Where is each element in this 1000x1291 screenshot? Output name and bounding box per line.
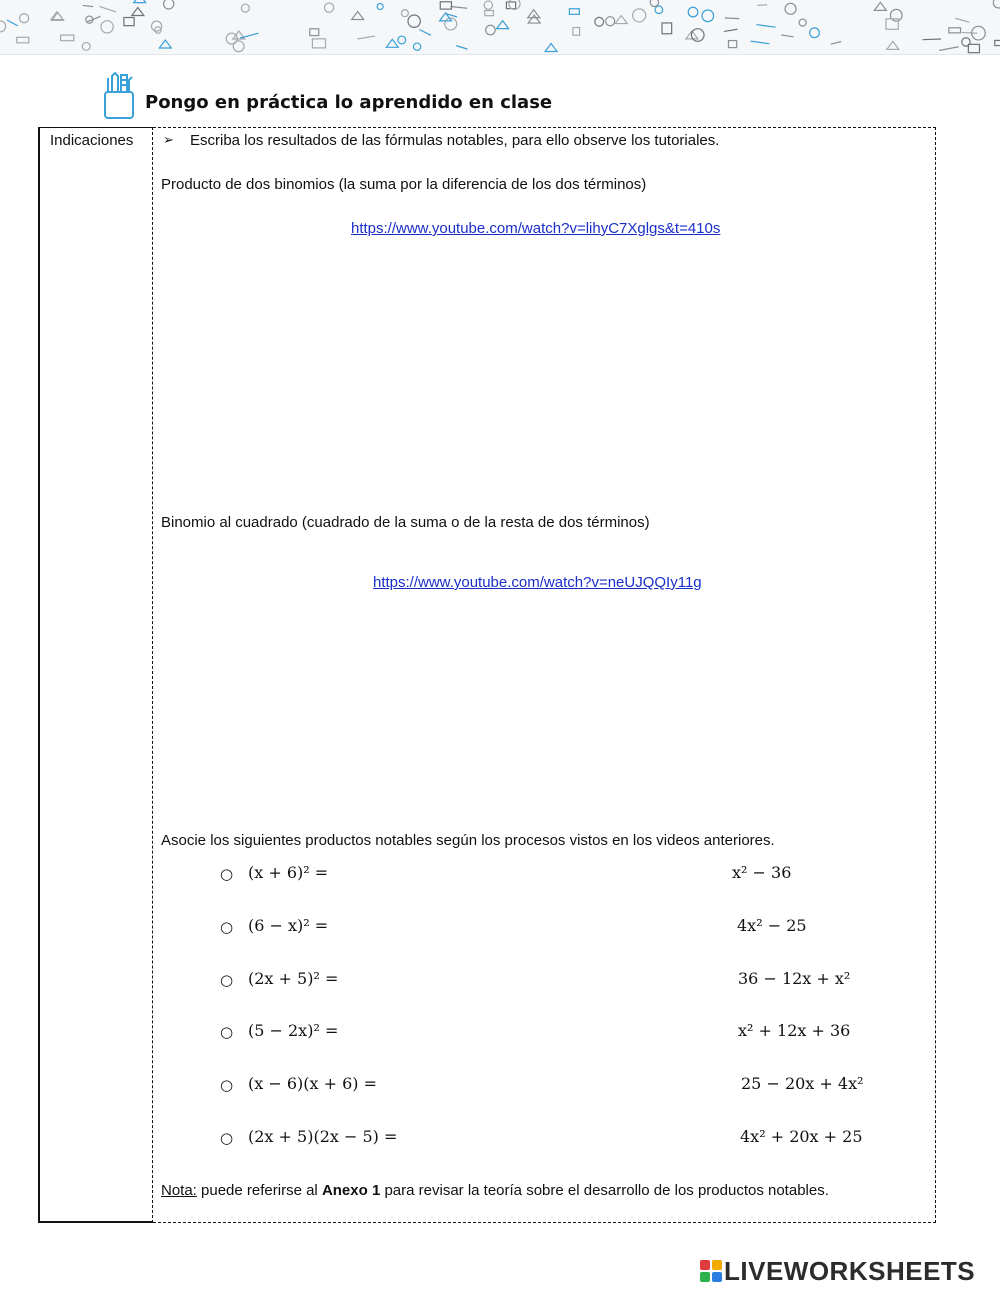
doodle-mark: [401, 10, 408, 17]
pair-left-expression: (2x + 5)(2x − 5) =: [248, 1127, 398, 1146]
doodle-mark: [132, 8, 144, 16]
list-bullet: ○: [220, 1129, 234, 1147]
instructions-table: [38, 127, 936, 1223]
note-text-before: puede referirse al: [196, 1182, 322, 1199]
doodle-mark: [134, 0, 146, 3]
doodle-mark: [61, 35, 74, 41]
note-label: Nota:: [161, 1182, 197, 1199]
label-column: [38, 127, 153, 1223]
doodle-mark: [962, 38, 970, 46]
doodle-mark: [887, 41, 899, 49]
pair-right-expression[interactable]: 25 − 20x + 4x²: [741, 1074, 864, 1093]
doodle-mark: [486, 25, 496, 35]
doodle-mark: [724, 29, 738, 31]
doodle-mark: [751, 41, 770, 44]
pair-right-expression[interactable]: x² − 36: [732, 863, 792, 882]
doodle-mark: [101, 21, 113, 33]
doodle-mark: [955, 18, 969, 22]
pair-right-expression[interactable]: x² + 12x + 36: [738, 1021, 851, 1040]
doodle-mark: [756, 25, 775, 28]
doodle-mark: [440, 2, 451, 9]
pair-left-expression: (x − 6)(x + 6) =: [248, 1074, 378, 1093]
doodle-mark: [497, 21, 509, 29]
doodle-mark: [83, 5, 93, 6]
pair-left-expression: (x + 6)² =: [248, 863, 329, 882]
doodle-mark: [241, 4, 249, 12]
pair-right-expression[interactable]: 4x² + 20x + 25: [740, 1127, 863, 1146]
note-text-after: para revisar la teoría sobre el desarrollo de los productos notables.: [380, 1182, 829, 1199]
section-header: [102, 72, 702, 122]
liveworksheets-logo: [700, 1256, 996, 1286]
doodle-mark: [595, 17, 604, 26]
section2-title: Binomio al cuadrado (cuadrado de la suma o de la resta de dos términos): [161, 514, 650, 531]
arrow-bullet-icon: ➢: [163, 132, 174, 147]
doodle-mark: [728, 41, 736, 48]
pencil-cup-icon: [102, 72, 138, 122]
page-title: Pongo en práctica lo aprendido en clase: [145, 92, 553, 113]
doodle-mark: [569, 9, 579, 15]
note: [161, 1182, 829, 1199]
doodle-mark: [7, 20, 18, 26]
doodle-mark: [939, 47, 959, 51]
doodle-mark: [233, 41, 244, 52]
section1-title: Producto de dos binomios (la suma por la diferencia de los dos términos): [161, 176, 647, 193]
doodle-mark: [485, 11, 494, 16]
doodle-mark: [615, 16, 627, 24]
doodle-mark: [545, 43, 557, 51]
doodle-mark: [662, 23, 672, 34]
doodle-mark: [0, 21, 6, 32]
list-bullet: ○: [220, 1023, 234, 1041]
doodle-mark: [831, 42, 842, 45]
doodle-mark: [810, 28, 820, 38]
doodle-mark: [781, 35, 793, 37]
doodle-mark: [413, 43, 420, 50]
label-indicaciones: Indicaciones: [50, 132, 134, 149]
doodle-mark: [573, 28, 580, 36]
doodle-mark: [757, 5, 767, 6]
doodle-mark: [99, 6, 116, 12]
section1-video-link[interactable]: https://www.youtube.com/watch?v=lihyC7Xglgs&t=410s: [351, 220, 721, 237]
doodle-mark: [962, 32, 978, 33]
doodle-mark: [484, 1, 492, 9]
doodle-mark: [655, 6, 663, 14]
pair-left-expression: (5 − 2x)² =: [248, 1021, 339, 1040]
doodle-mark: [124, 18, 134, 26]
doodle-mark: [968, 44, 979, 52]
doodle-mark: [151, 21, 161, 31]
doodle-mark: [419, 30, 431, 36]
doodle-mark: [377, 4, 383, 10]
liveworksheets-wordmark: LIVEWORKSHEETS: [724, 1256, 976, 1286]
liveworksheets-mark-icon: [700, 1260, 722, 1282]
doodle-mark: [995, 40, 1000, 45]
doodle-mark: [874, 2, 886, 10]
doodle-banner: [0, 0, 1000, 55]
doodle-mark: [725, 18, 739, 19]
doodle-mark: [324, 3, 333, 12]
doodle-mark: [450, 7, 467, 9]
doodle-mark: [633, 9, 646, 22]
pair-left-expression: (6 − x)² =: [248, 916, 329, 935]
doodle-mark: [886, 19, 898, 29]
doodle-mark: [398, 36, 406, 44]
doodle-mark: [993, 0, 1000, 8]
pair-right-expression[interactable]: 4x² − 25: [737, 916, 807, 935]
doodle-pattern: [0, 0, 1000, 54]
content-column: [153, 127, 936, 1223]
list-bullet: ○: [220, 971, 234, 989]
doodle-mark: [159, 40, 171, 48]
doodle-mark: [456, 46, 467, 50]
list-bullet: ○: [220, 918, 234, 936]
doodle-mark: [785, 3, 796, 14]
doodle-mark: [82, 42, 90, 50]
doodle-mark: [310, 29, 319, 36]
doodle-mark: [949, 28, 961, 33]
doodle-mark: [386, 39, 398, 47]
section3-title: Asocie los siguientes productos notables según los procesos vistos en los videos anteriores.: [161, 832, 775, 849]
doodle-mark: [922, 39, 941, 40]
doodle-mark: [606, 17, 615, 26]
doodle-mark: [799, 19, 806, 26]
doodle-mark: [688, 7, 698, 17]
doodle-mark: [17, 37, 29, 43]
pair-right-expression[interactable]: 36 − 12x + x²: [738, 969, 851, 988]
doodle-mark: [20, 14, 29, 23]
instruction-text: Escriba los resultados de las fórmulas notables, para ello observe los tutoriales.: [190, 132, 720, 149]
doodle-mark: [312, 39, 325, 48]
doodle-mark: [352, 12, 364, 20]
section2-video-link[interactable]: https://www.youtube.com/watch?v=neUJQQIy11g: [373, 574, 702, 591]
doodle-mark: [164, 0, 174, 9]
doodle-mark: [650, 0, 658, 7]
pair-left-expression: (2x + 5)² =: [248, 969, 339, 988]
note-annex-reference: Anexo 1: [321, 1182, 381, 1199]
doodle-mark: [702, 10, 714, 22]
list-bullet: ○: [220, 865, 234, 883]
doodle-mark: [357, 36, 375, 39]
list-bullet: ○: [220, 1076, 234, 1094]
doodle-mark: [408, 15, 420, 27]
